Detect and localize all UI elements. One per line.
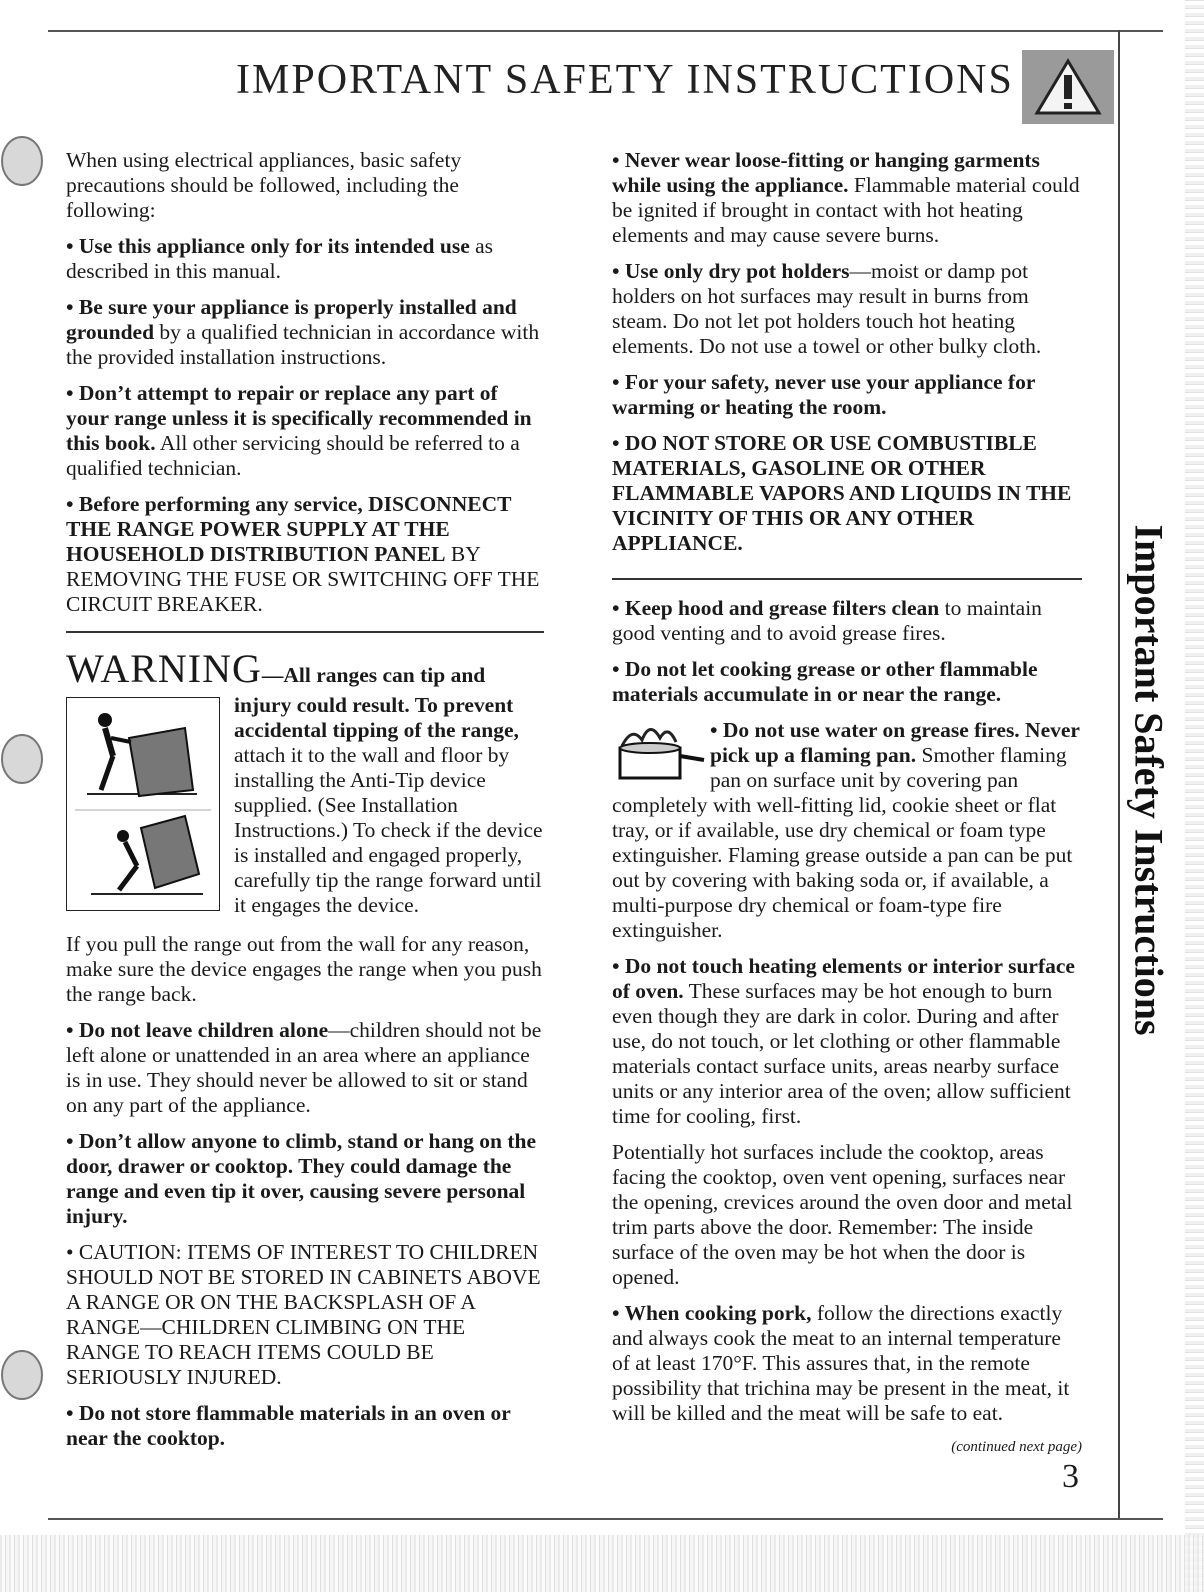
side-tab-label: Important Safety Instructions [1126,524,1172,1036]
instruction-item: • Use only dry pot holders—moist or damp pot holders on hot surfaces may result in burns from steam. Do not let pot holders touch hot heating elements. Do not use a towel or other bulky cloth. [612,259,1042,358]
binder-hole-middle [0,730,46,788]
instruction-item: • Use this appliance only for its intended use as described in this manual. [66,234,494,283]
anti-tip-illustration [66,697,220,911]
page-number: 3 [1062,1458,1079,1495]
instruction-item: • When cooking pork, follow the directions exactly and always cook the meat to an internal temperature of at least 170°F. This assures that, in the remote possibility that trichina may be present in the meat, it will be killed and the meat will be safe to eat. [612,1301,1070,1425]
instruction-item: • Never wear loose-fitting or hanging garments while using the appliance. Flammable material could be ignited if brought in contact with hot heating elements and may cause severe burns. [612,148,1080,247]
flaming-pan-icon [612,718,706,788]
warning-heading: WARNING—All ranges can tip and [66,646,486,691]
warning-word: WARNING [66,646,262,691]
intro-text: When using electrical appliances, basic safety precautions should be followed, including the following: [66,148,462,222]
instruction-item: • For your safety, never use your appliance for warming or heating the room. [612,370,1035,419]
warning-triangle-icon [1022,50,1114,124]
instruction-item: • Do not leave children alone—children should not be left alone or unattended in an area where an appliance is in use. They should never be allowed to sit or stand on any part of the appliance. [66,1018,542,1117]
instruction-item: • Before performing any service, DISCONNECT THE RANGE POWER SUPPLY AT THE HOUSEHOLD DISTRIBUTION PANEL BY REMOVING THE FUSE OR SWITCHING OFF THE CIRCUIT BREAKER. [66,492,540,616]
continued-note: (continued next page) [951,1439,1082,1455]
scan-noise-strip [0,1535,1204,1592]
right-column [612,148,1082,1460]
instruction-item: • Keep hood and grease filters clean to maintain good venting and to avoid grease fires. [612,596,1042,645]
caution-text: • CAUTION: ITEMS OF INTEREST TO CHILDREN SHOULD NOT BE STORED IN CABINETS ABOVE A RANGE OR ON THE BACKSPLASH OF A RANGE—CHILDREN CLIMBING ON THE RANGE TO REACH ITEMS COULD BE SERIOUSLY INJURED. [66,1240,541,1389]
section-divider [612,578,1082,580]
side-divider [1118,30,1120,1520]
warning-block [66,693,544,918]
section-divider [66,631,544,633]
page-title: IMPORTANT SAFETY INSTRUCTIONS [236,57,1014,103]
bottom-rule [48,1518,1163,1520]
instruction-item: • Be sure your appliance is properly installed and grounded by a qualified technician in accordance with the provided installation instructions. [66,295,540,369]
pull-out-text: If you pull the range out from the wall for any reason, make sure the device engages the range when you push the range back. [66,932,542,1006]
instruction-item: • Do not store flammable materials in an oven or near the cooktop. [66,1401,511,1450]
top-rule [48,30,1163,32]
instruction-item: • DO NOT STORE OR USE COMBUSTIBLE MATERIALS, GASOLINE OR OTHER FLAMMABLE VAPORS AND LIQUIDS IN THE VICINITY OF THIS OR ANY OTHER APPLIANCE. [612,431,1072,555]
warning-text: injury could result. To prevent accidental tipping of the range, attach it to the wall and floor by installing the Anti-Tip device supplied. (See Installation Instructions.) To check if the device is installed and engaged properly, carefully tip the range forward until it engages the device. [234,693,543,917]
scan-edge [1185,0,1204,1592]
grease-fire-item: • Do not use water on grease fires. Never pick up a flaming pan. Smother flaming pan on surface unit by covering pan completely with well-fitting lid, cookie sheet or flat tray, or if available, use dry chemical or foam type extinguisher. Flaming grease outside a pan can be put out by covering with baking soda or, if available, a multi-purpose dry chemical or foam-type fire extinguisher. [612,718,1080,942]
binder-hole-top [0,132,46,190]
left-column [66,148,544,1462]
binder-hole-bottom [0,1346,46,1404]
instruction-item: • Do not touch heating elements or interior surface of oven. These surfaces may be hot enough to burn even though they are dark in color. During and after use, do not touch, or let clothing or other flammable materials contact surface units, areas nearby surface units or any interior area of the oven; allow sufficient time for cooling, first. [612,954,1075,1128]
instruction-item: • Don’t attempt to repair or replace any part of your range unless it is specifically recommended in this book. All other servicing should be referred to a qualified technician. [66,381,532,480]
instruction-item: • Don’t allow anyone to climb, stand or hang on the door, drawer or cooktop. They could damage the range and even tip it over, causing severe personal injury. [66,1129,537,1228]
instruction-item: • Do not let cooking grease or other flammable materials accumulate in or near the range. [612,657,1038,706]
hot-surfaces-text: Potentially hot surfaces include the cooktop, areas facing the cooktop, oven vent opening, surfaces near the opening, crevices around the oven door and metal trim parts above the door. Remember: The inside surface of the oven may be hot when the door is opened. [612,1140,1073,1289]
